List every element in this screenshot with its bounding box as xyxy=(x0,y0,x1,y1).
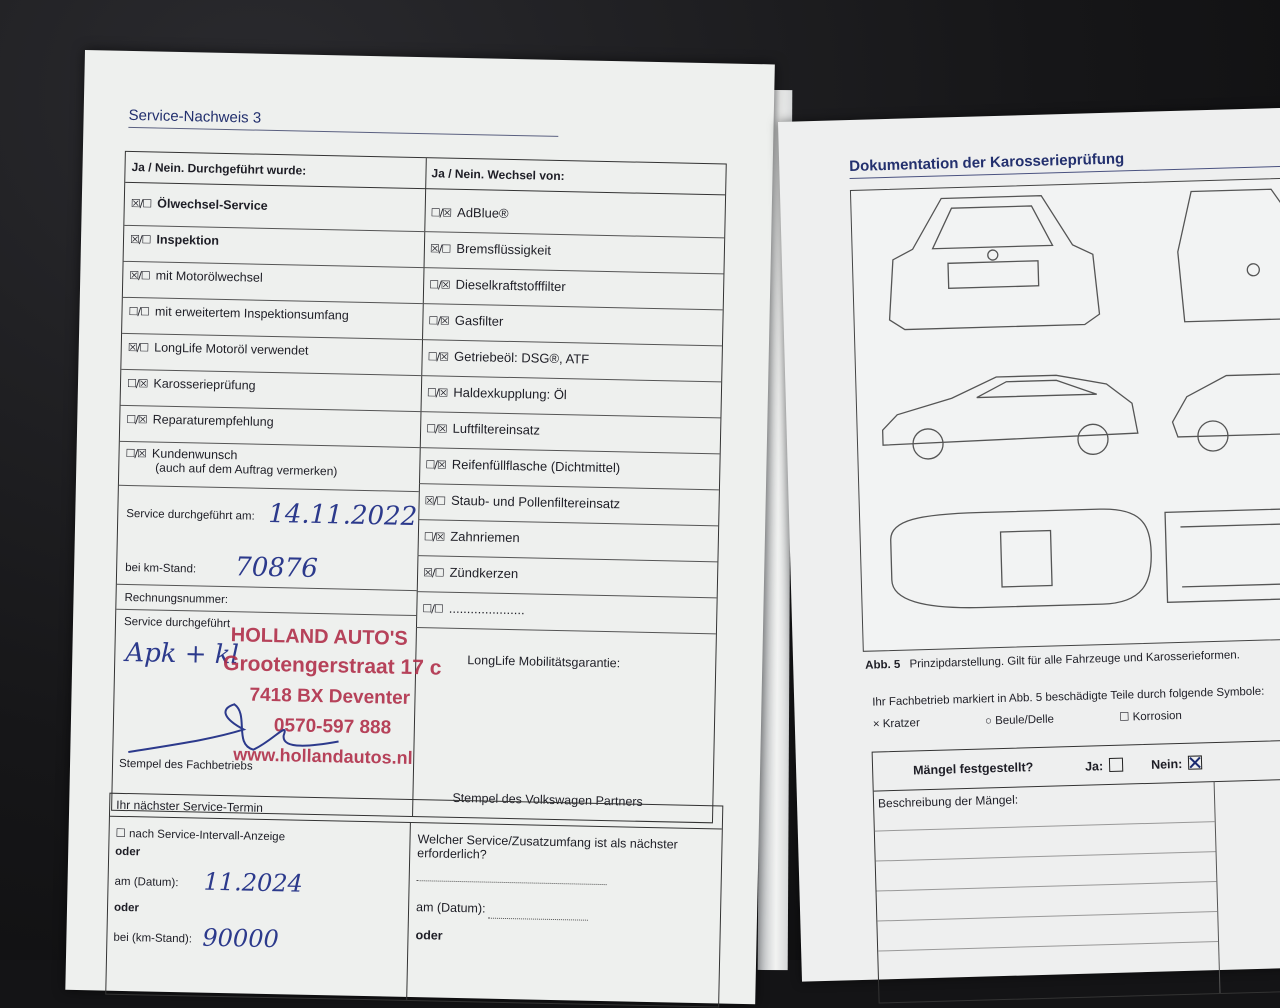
yes-no-checkbox[interactable]: ☒/☐ xyxy=(129,268,150,283)
next-km-value: 90000 xyxy=(202,923,280,954)
yes-no-checkbox[interactable]: ☐/☒ xyxy=(125,446,147,461)
corrosion-symbol: ☐ Korrosion xyxy=(1118,709,1183,724)
yes-no-checkbox[interactable]: ☒/☐ xyxy=(127,340,149,355)
item-label: Karosserieprüfung xyxy=(153,376,256,393)
replaced-item xyxy=(421,340,722,382)
item-sublabel: (auch auf dem Auftrag vermerken) xyxy=(155,460,338,479)
checkmark-icon xyxy=(1189,756,1201,768)
caption-label: Abb. 5 xyxy=(865,658,901,672)
divider xyxy=(1214,781,1221,993)
yes-no-checkbox[interactable]: ☐/☒ xyxy=(427,350,449,364)
replaced-item xyxy=(420,376,721,418)
item-label: Ölwechsel-Service xyxy=(157,196,268,213)
km-value: 70876 xyxy=(234,552,319,584)
or-label: oder xyxy=(115,845,141,859)
km-label: bei km-Stand: xyxy=(125,561,197,576)
yes-no-checkbox[interactable]: ☒/☐ xyxy=(130,196,152,211)
dotted-line xyxy=(488,918,588,921)
item-label: Kundenwunsch xyxy=(151,446,238,463)
replaced-item xyxy=(418,484,719,526)
defects-description-label: Beschreibung der Mängel: xyxy=(877,792,1019,811)
performed-item xyxy=(124,190,425,232)
item-label: Reparaturempfehlung xyxy=(152,412,274,430)
replaced-item xyxy=(417,520,718,562)
item-label: Staub- und Pollenfiltereinsatz xyxy=(450,492,621,512)
title-underline xyxy=(128,127,558,137)
dealer-stamp-city: 7418 BX Deventer xyxy=(249,684,411,709)
writing-line xyxy=(878,941,1218,951)
item-label: Dieselkraftstofffilter xyxy=(455,276,566,295)
item-label: mit erweitertem Inspektionsumfang xyxy=(154,304,349,323)
defects-table xyxy=(872,739,1280,1004)
replaced-item xyxy=(424,232,725,274)
item-label: mit Motorölwechsel xyxy=(155,268,263,285)
row-divider xyxy=(119,485,419,492)
next-km-label: bei (km-Stand): xyxy=(113,931,193,946)
item-label: Gasfilter xyxy=(454,312,504,329)
dealer-stamp-name: HOLLAND AUTO'S xyxy=(230,624,408,650)
caption-text: Prinzipdarstellung. Gilt für alle Fahrzeuge und Karosserieformen. xyxy=(909,649,1241,671)
item-label: Haldexkupplung: Öl xyxy=(453,384,567,403)
figure-caption xyxy=(865,649,1240,671)
no-label: Nein: xyxy=(1150,756,1183,772)
performed-header: Ja / Nein. Durchgeführt wurde: xyxy=(131,160,307,178)
service-date-label: Service durchgeführt am: xyxy=(126,507,255,523)
yes-no-checkbox[interactable]: ☐/☒ xyxy=(429,278,450,292)
replaced-header: Ja / Nein. Wechsel von: xyxy=(431,166,565,184)
marking-symbols xyxy=(873,706,1244,730)
marking-instruction: Ihr Fachbetrieb markiert in Abb. 5 beschädigte Teile durch folgende Symbole: xyxy=(872,685,1265,709)
page-title: Service-Nachweis 3 xyxy=(128,106,262,127)
yes-no-checkbox[interactable]: ☒/☐ xyxy=(422,566,444,580)
yes-no-checkbox[interactable]: ☐/☒ xyxy=(426,386,448,400)
replaced-item xyxy=(422,304,723,346)
replaced-item xyxy=(419,448,720,490)
performed-by-label: Service durchgeführt xyxy=(123,615,231,631)
yes-option[interactable] xyxy=(1085,758,1123,774)
no-option[interactable] xyxy=(1151,755,1203,771)
item-label: LongLife Motoröl verwendet xyxy=(154,340,309,358)
performed-item xyxy=(122,298,423,340)
next-date-value: 11.2024 xyxy=(203,867,304,898)
next-service-table xyxy=(105,790,723,1008)
dealer-stamp-label: Stempel des Fachbetriebs xyxy=(118,757,253,773)
yes-no-checkbox[interactable]: ☐/☒ xyxy=(126,376,148,391)
item-label: AdBlue® xyxy=(456,204,509,221)
replaced-item xyxy=(420,412,721,454)
next-scope-question: Welcher Service/Zusatzumfang ist als nächster erforderlich? xyxy=(417,832,678,862)
service-checklist-table xyxy=(111,151,727,823)
yes-no-checkbox[interactable]: ☐/☒ xyxy=(126,412,147,427)
item-label: Inspektion xyxy=(156,232,220,248)
writing-line xyxy=(876,881,1216,891)
service-date-value: 14.11.2022 xyxy=(268,498,418,533)
replaced-item xyxy=(423,268,724,310)
yes-no-checkbox[interactable]: ☒/☐ xyxy=(429,242,451,256)
writing-line xyxy=(877,911,1217,921)
performed-item xyxy=(124,226,425,268)
defects-header xyxy=(873,740,1280,792)
car-body-diagram xyxy=(850,177,1280,652)
dealer-stamp-street: Grootengerstraat 17 c xyxy=(222,652,442,680)
yes-no-checkbox[interactable]: ☐/☒ xyxy=(426,422,447,436)
writing-line xyxy=(876,851,1216,861)
replaced-item xyxy=(424,196,725,238)
dotted-line xyxy=(417,880,607,885)
divider xyxy=(116,609,416,616)
next-right-date-label: am (Datum): xyxy=(415,900,486,916)
yes-no-checkbox[interactable]: ☒/☐ xyxy=(424,494,446,508)
invoice-label: Rechnungsnummer: xyxy=(124,591,229,607)
dent-symbol: ○ Beule/Delle xyxy=(984,713,1055,728)
performed-item xyxy=(121,370,422,412)
or-label: oder xyxy=(415,928,443,943)
longlife-label: LongLife Mobilitätsgarantie: xyxy=(467,653,621,671)
handwritten-note: Apk + kl xyxy=(125,637,240,671)
page-title: Dokumentation der Karosserieprüfung xyxy=(849,150,1125,176)
defects-question: Mängel festgestellt? xyxy=(912,760,1034,778)
writing-line xyxy=(875,821,1215,831)
item-label: Zahnriemen xyxy=(450,528,520,546)
replaced-item xyxy=(416,592,717,634)
yes-label: Ja: xyxy=(1084,759,1104,774)
vw-stamp-label: Stempel des Volkswagen Partners xyxy=(452,790,643,809)
no-checkbox[interactable] xyxy=(1188,755,1202,769)
body-inspection-page xyxy=(778,107,1280,981)
performed-item xyxy=(123,262,424,304)
yes-checkbox[interactable] xyxy=(1109,758,1123,772)
divider xyxy=(117,584,417,591)
yes-no-checkbox[interactable]: ☐/☒ xyxy=(430,206,452,220)
performed-item xyxy=(121,334,422,376)
yes-no-checkbox[interactable]: ☐/☒ xyxy=(423,530,445,544)
or-label: oder xyxy=(113,901,140,915)
item-label: Bremsflüssigkeit xyxy=(456,240,552,258)
dealer-stamp-phone: 0570-597 888 xyxy=(273,715,392,739)
replaced-item xyxy=(417,556,718,598)
item-label: Reifenfüllflasche (Dichtmittel) xyxy=(451,456,621,476)
car-outline-drawings xyxy=(851,178,1280,651)
next-service-title: Ihr nächster Service-Termin xyxy=(116,797,264,815)
item-label: Zündkerzen xyxy=(449,564,519,582)
yes-no-checkbox[interactable]: ☒/☐ xyxy=(129,232,151,247)
interval-option: ☐ nach Service-Intervall-Anzeige xyxy=(115,827,286,844)
yes-no-checkbox[interactable]: ☐/☒ xyxy=(428,314,449,328)
performed-item xyxy=(119,440,420,492)
column-divider xyxy=(406,822,411,1000)
yes-no-checkbox[interactable]: ☐/☒ xyxy=(425,458,446,472)
yes-no-checkbox[interactable]: ☐/☐ xyxy=(422,602,443,616)
next-date-label: am (Datum): xyxy=(114,875,179,890)
dealer-stamp-website: www.hollandautos.nl xyxy=(233,744,413,769)
item-label: Getriebeöl: DSG®, ATF xyxy=(453,348,590,367)
service-record-page xyxy=(65,50,775,1004)
item-label: ..................... xyxy=(448,600,525,618)
scratch-symbol: × Kratzer xyxy=(872,717,920,731)
item-label: Luftfiltereinsatz xyxy=(452,420,541,438)
yes-no-checkbox[interactable]: ☐/☐ xyxy=(128,304,150,319)
